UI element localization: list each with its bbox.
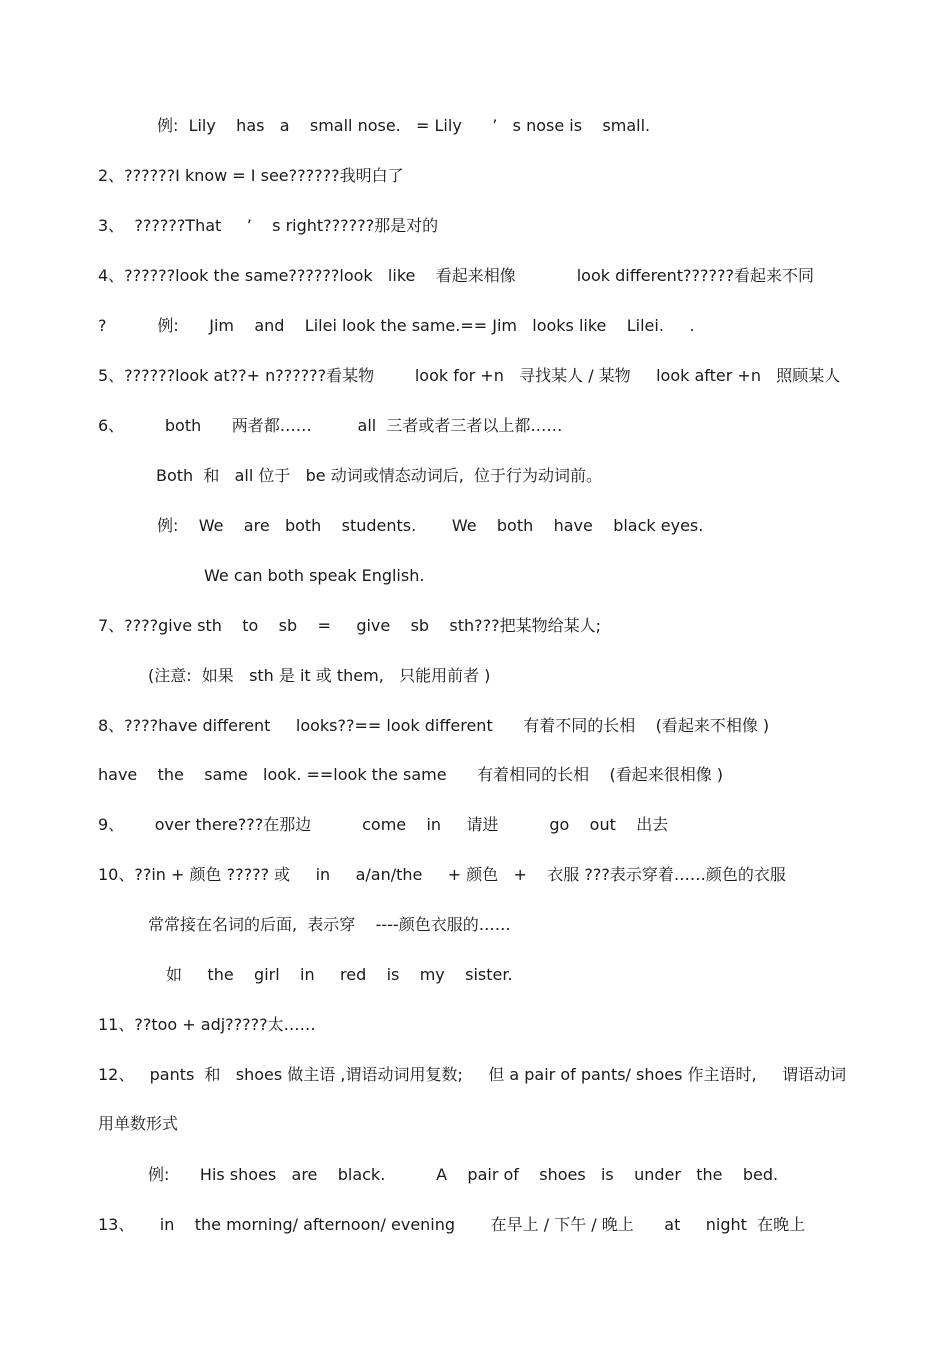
item-4-look-the-same: 4、??????look the same??????look like 看起来相像 look different??????看起来不同 [98, 266, 815, 285]
both-all-rule: Both 和 all 位于 be 动词或情态动词后, 位于行为动词前。 [156, 466, 602, 485]
example-girl-in-red: 如 the girl in red is my sister. [166, 965, 513, 984]
in-color-note: 常常接在名词的后面, 表示穿 ----颜色衣服的…… [148, 915, 511, 934]
item-3-thats-right: 3、 ??????That ’ s right??????那是对的 [98, 216, 439, 235]
same-look-line: have the same look. ==look the same 有着相同的长相 (看起来很相像 ) [98, 765, 724, 784]
item-10-in-color: 10、??in + 颜色 ????? 或 in a/an/the + 颜色 + 衣服 ???表示穿着……颜色的衣服 [98, 865, 786, 884]
item-12-pants-shoes: 12、 pants 和 shoes 做主语 ,谓语动词用复数; 但 a pair of pants/ shoes 作主语时, 谓语动词 [98, 1065, 847, 1084]
example-jim-lilei: ? 例: Jim and Lilei look the same.== Jim looks like Lilei. . [98, 316, 695, 335]
item-12-continuation: 用单数形式 [98, 1114, 179, 1133]
example-his-shoes: 例: His shoes are black. A pair of shoes is under the bed. [148, 1165, 779, 1184]
give-sth-note: (注意: 如果 sth 是 it 或 them, 只能用前者 ) [148, 666, 491, 685]
item-2-i-know: 2、??????I know = I see??????我明白了 [98, 166, 404, 185]
example-lily-nose: 例: Lily has a small nose. = Lily ’ s nose is small. [157, 116, 651, 135]
item-6-both-all: 6、 both 两者都…… all 三者或者三者以上都…… [98, 416, 563, 435]
item-5-look-phrases: 5、??????look at??+ n??????看某物 look for +n 寻找某人 / 某物 look after +n 照顾某人 [98, 366, 841, 385]
example-both-speak: We can both speak English. [204, 566, 425, 585]
example-both-students: 例: We are both students. We both have black eyes. [157, 516, 704, 535]
item-13-morning-night: 13、 in the morning/ afternoon/ evening 在早上 / 下午 / 晚上 at night 在晚上 [98, 1215, 806, 1234]
item-11-too-adj: 11、??too + adj?????太…… [98, 1015, 316, 1034]
item-8-different-looks: 8、????have different looks??== look different 有着不同的长相 (看起来不相像 ) [98, 716, 770, 735]
item-9-over-there: 9、 over there???在那边 come in 请进 go out 出去 [98, 815, 669, 834]
item-7-give-sth: 7、????give sth to sb = give sb sth???把某物给某人; [98, 616, 602, 635]
